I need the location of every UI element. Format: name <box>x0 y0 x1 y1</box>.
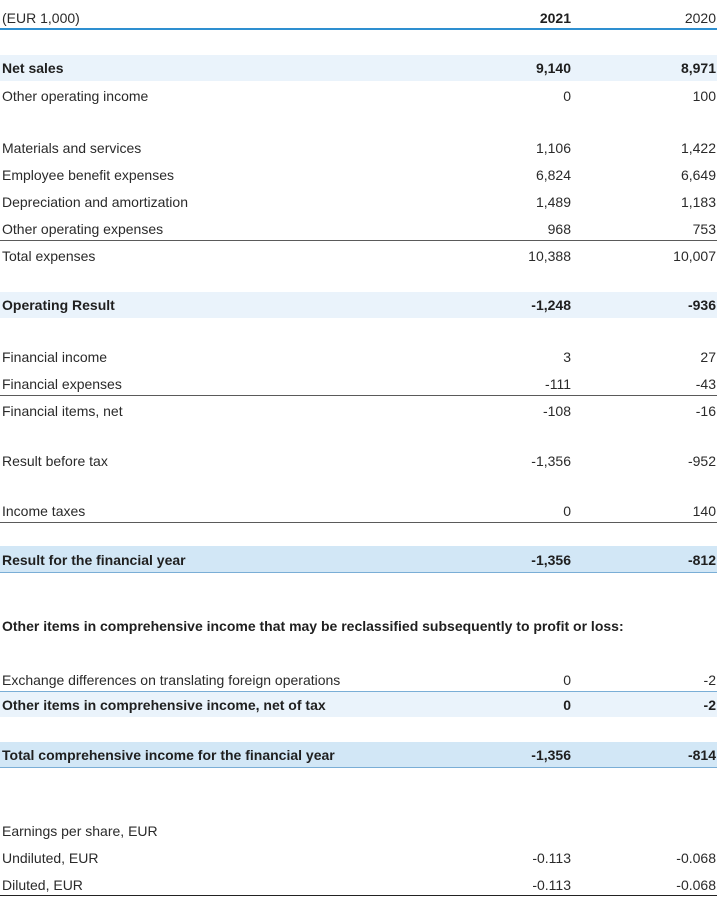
eps-heading <box>0 818 717 844</box>
row-other-operating-expenses <box>0 216 717 242</box>
table-bottom-border <box>0 895 717 896</box>
row-eps-undiluted <box>0 845 717 871</box>
row-financial-income <box>0 344 717 370</box>
section-heading-text: Other items in comprehensive income that may be reclassified subsequently to profit or loss: <box>2 618 624 634</box>
row-label: Undiluted, EUR <box>2 850 99 866</box>
value-2020: -812 <box>687 551 716 568</box>
row-label: Financial expenses <box>2 376 122 392</box>
row-label: Result before tax <box>2 453 108 469</box>
row-employee-benefit <box>0 162 717 188</box>
value-2020: -952 <box>687 453 716 469</box>
row-label: Financial items, net <box>2 403 123 419</box>
year-2020-header: 2020 <box>684 10 716 26</box>
value-2021: -1,356 <box>531 747 571 763</box>
value-2020: 1,422 <box>680 140 716 156</box>
row-operating-result <box>0 292 717 318</box>
value-2020: -0.068 <box>676 877 716 893</box>
row-oci-net-of-tax <box>0 692 717 717</box>
unit-label: (EUR 1,000) <box>2 10 80 26</box>
row-depreciation <box>0 189 717 215</box>
value-2020: 1,183 <box>680 194 716 210</box>
row-result-before-tax <box>0 448 717 474</box>
value-2021: 1,106 <box>535 140 571 156</box>
row-label: Total comprehensive income for the financial year <box>2 747 335 763</box>
value-2021: 1,489 <box>535 194 571 210</box>
row-label: Total expenses <box>2 248 96 264</box>
year-2021-header: 2021 <box>539 10 571 26</box>
row-materials-services <box>0 135 717 161</box>
row-label: Depreciation and amortization <box>2 194 188 210</box>
section-heading-text: Earnings per share, EUR <box>2 823 158 839</box>
row-result-financial-year <box>0 546 717 573</box>
value-2021: 968 <box>547 221 571 237</box>
row-total-expenses <box>0 243 717 269</box>
row-label: Exchange differences on translating foreign operations <box>2 672 341 688</box>
row-label: Other operating income <box>2 88 149 104</box>
row-net-sales <box>0 55 717 81</box>
row-label: Operating Result <box>2 297 115 313</box>
oci-section-heading <box>0 613 717 639</box>
value-2021: -1,248 <box>531 297 571 313</box>
row-income-taxes <box>0 498 717 524</box>
value-2021: -0.113 <box>532 877 571 893</box>
total-divider <box>0 767 717 768</box>
value-2021: -111 <box>545 376 571 392</box>
value-2020: 8,971 <box>680 60 716 76</box>
value-2021: 0 <box>563 88 571 104</box>
row-label: Diluted, EUR <box>2 877 83 893</box>
subtotal-divider <box>0 395 717 396</box>
value-2020: -936 <box>687 297 716 313</box>
value-2021: -108 <box>542 403 571 419</box>
value-2021: -1,356 <box>531 453 571 469</box>
value-2020: -2 <box>703 696 716 713</box>
row-label: Result for the financial year <box>2 551 186 568</box>
value-2021: 10,388 <box>528 248 571 264</box>
row-label: Financial income <box>2 349 108 365</box>
row-label: Other operating expenses <box>2 221 164 237</box>
header-divider <box>0 28 717 30</box>
row-label: Other items in comprehensive income, net of tax <box>2 696 326 713</box>
row-financial-expenses <box>0 371 717 397</box>
value-2020: 140 <box>692 503 716 519</box>
row-label: Income taxes <box>2 503 86 519</box>
subtotal-divider <box>0 522 717 523</box>
total-divider <box>0 572 717 573</box>
value-2021: 3 <box>563 349 571 365</box>
value-2020: -2 <box>703 672 716 688</box>
value-2021: -1,356 <box>531 551 571 568</box>
value-2020: 27 <box>700 349 716 365</box>
value-2020: -814 <box>687 747 716 763</box>
value-2021: -0.113 <box>532 850 571 866</box>
value-2021: 0 <box>563 672 571 688</box>
value-2021: 0 <box>563 696 571 713</box>
row-label: Net sales <box>2 60 64 76</box>
value-2020: 753 <box>692 221 716 237</box>
value-2020: -43 <box>695 376 716 392</box>
value-2021: 9,140 <box>535 60 571 76</box>
value-2020: 10,007 <box>673 248 716 264</box>
row-exchange-differences <box>0 667 717 693</box>
value-2020: 6,649 <box>680 167 716 183</box>
row-other-operating-income <box>0 83 717 109</box>
row-label: Employee benefit expenses <box>2 167 174 183</box>
value-2020: -0.068 <box>676 850 716 866</box>
row-total-comprehensive-income <box>0 742 717 768</box>
value-2020: 100 <box>692 88 716 104</box>
value-2020: -16 <box>695 403 716 419</box>
row-label: Materials and services <box>2 140 142 156</box>
row-financial-items-net <box>0 398 717 424</box>
value-2021: 0 <box>563 503 571 519</box>
subtotal-divider <box>0 240 717 241</box>
value-2021: 6,824 <box>535 167 571 183</box>
